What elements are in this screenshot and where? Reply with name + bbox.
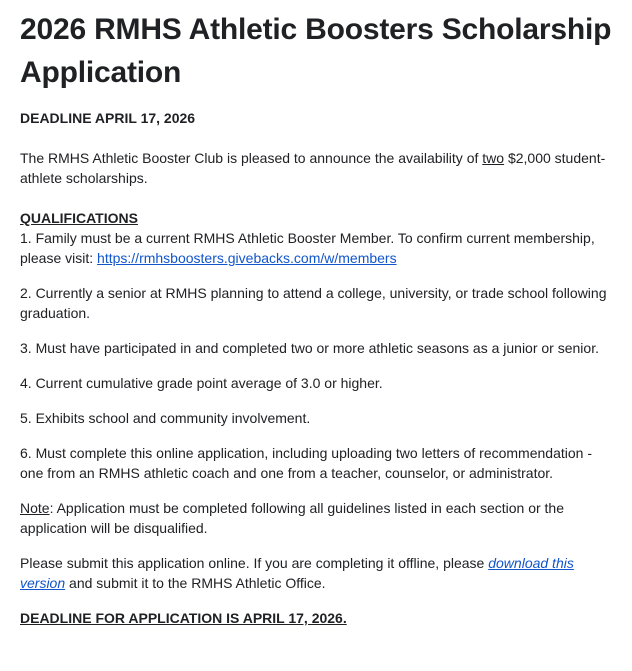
qualification-4: 4. Current cumulative grade point average of 3.0 or higher. (20, 375, 383, 391)
deadline-top: DEADLINE APRIL 17, 2026 (20, 110, 196, 126)
intro-paragraph (20, 148, 612, 188)
download-version-link[interactable]: download this version (20, 555, 574, 591)
intro-text-before: The RMHS Athletic Booster Club is pleased to announce the availability of (20, 150, 483, 166)
members-link[interactable]: https://rmhsboosters.givebacks.com/w/members (97, 250, 397, 266)
qualification-3: 3. Must have participated in and completed two or more athletic seasons as a junior or senior. (20, 340, 599, 356)
note-paragraph (20, 498, 612, 538)
note-text: : Application must be completed following all guidelines listed in each section or the application will be disqualified. (20, 500, 564, 536)
qualification-2: 2. Currently a senior at RMHS planning to attend a college, university, or trade school following graduation. (20, 285, 607, 321)
note-label: Note (20, 500, 50, 516)
submit-text-after: and submit it to the RMHS Athletic Office. (65, 575, 326, 591)
deadline-bottom: DEADLINE FOR APPLICATION IS APRIL 17, 2026. (20, 610, 347, 626)
qualifications-heading: QUALIFICATIONS (20, 210, 138, 226)
qualification-1-text: 1. Family must be a current RMHS Athletic Booster Member. To confirm current membership, please visit: (20, 230, 595, 266)
qualification-1 (20, 228, 612, 268)
qualification-5: 5. Exhibits school and community involvement. (20, 410, 311, 426)
submit-paragraph (20, 553, 612, 593)
intro-emphasis: two (482, 150, 505, 166)
qualification-6: 6. Must complete this online application, including uploading two letters of recommendation - one from an RMHS athletic coach and one from a teacher, counselor, or administrator. (20, 445, 592, 481)
page-title: 2026 RMHS Athletic Boosters Scholarship Application (20, 13, 612, 89)
submit-text-before: Please submit this application online. If you are completing it offline, please (20, 555, 489, 571)
intro-text-after: $2,000 student-athlete scholarships. (20, 150, 606, 186)
